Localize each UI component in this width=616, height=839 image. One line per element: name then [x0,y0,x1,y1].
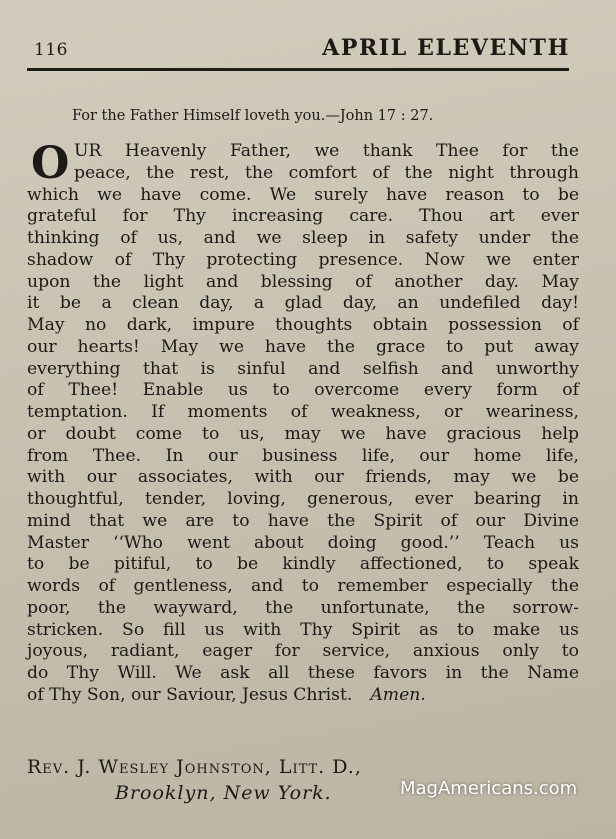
prayer-line: UR Heavenly Father, we thank Thee for the [74,141,579,161]
header-rule [27,68,569,71]
prayer-line: thinking of us, and we sleep in safety under the [27,228,579,248]
prayer-line: Master ‘‘Who went about doing good.’’ Teach us [27,532,579,553]
prayer-line: peace, the rest, the comfort of the night through [74,162,579,183]
prayer-line: which we have come. We surely have reason to be [27,184,579,205]
author-location: Brooklyn, New York. [115,782,332,804]
prayer-line: upon the light and blessing of another day. May [27,271,579,292]
prayer-line: shadow of Thy protecting presence. Now we enter [27,249,579,270]
prayer-line: with our associates, with our friends, may we be [27,467,579,488]
page-header [30,34,570,64]
prayer-line: of Thy Son, our Saviour, Jesus Christ. [27,684,353,705]
prayer-line: thoughtful, tender, loving, generous, ever bearing in [27,489,579,509]
drop-cap: O [31,138,70,189]
prayer-line: May no dark, impure thoughts obtain possession of [27,315,579,335]
prayer-line: do Thy Will. We ask all these favors in the Name [27,663,579,683]
prayer-line: of Thee! Enable us to overcome every form of [27,380,579,401]
prayer-line: or doubt come to us, may we have gracious help [27,423,579,444]
prayer-line: from Thee. In our business life, our home life, [27,445,579,466]
prayer-line: words of gentleness, and to remember especially the [27,576,579,596]
prayer-line: grateful for Thy increasing care. Thou art ever [27,206,579,227]
prayer-line: joyous, radiant, eager for service, anxious only to [27,641,579,662]
prayer-line: it be a clean day, a glad day, an undefiled day! [27,293,579,314]
site-watermark: MagAmericans.com [400,778,578,799]
running-head: APRIL ELEVENTH [322,35,570,61]
prayer-last-line [27,685,579,707]
amen-closing: Amen. [370,684,426,705]
prayer-line: our hearts! May we have the grace to put away [27,336,579,357]
prayer-text [27,138,579,707]
author-name: Rev. J. Wesley Johnston, Litt. D., [27,756,362,778]
page-number: 116 [34,40,68,60]
prayer-line: mind that we are to have the Spirit of our Divine [27,510,579,531]
epigraph-verse: For the Father Himself loveth you.—John 17 : 27. [72,108,434,124]
prayer-line: to be pitiful, to be kindly affectioned, to speak [27,554,579,575]
prayer-line: stricken. So fill us with Thy Spirit as to make us [27,619,579,640]
prayer-line: poor, the wayward, the unfortunate, the sorrow- [27,597,579,618]
prayer-line: everything that is sinful and selfish and unworthy [27,358,579,379]
prayer-line: temptation. If moments of weakness, or weariness, [27,402,579,422]
